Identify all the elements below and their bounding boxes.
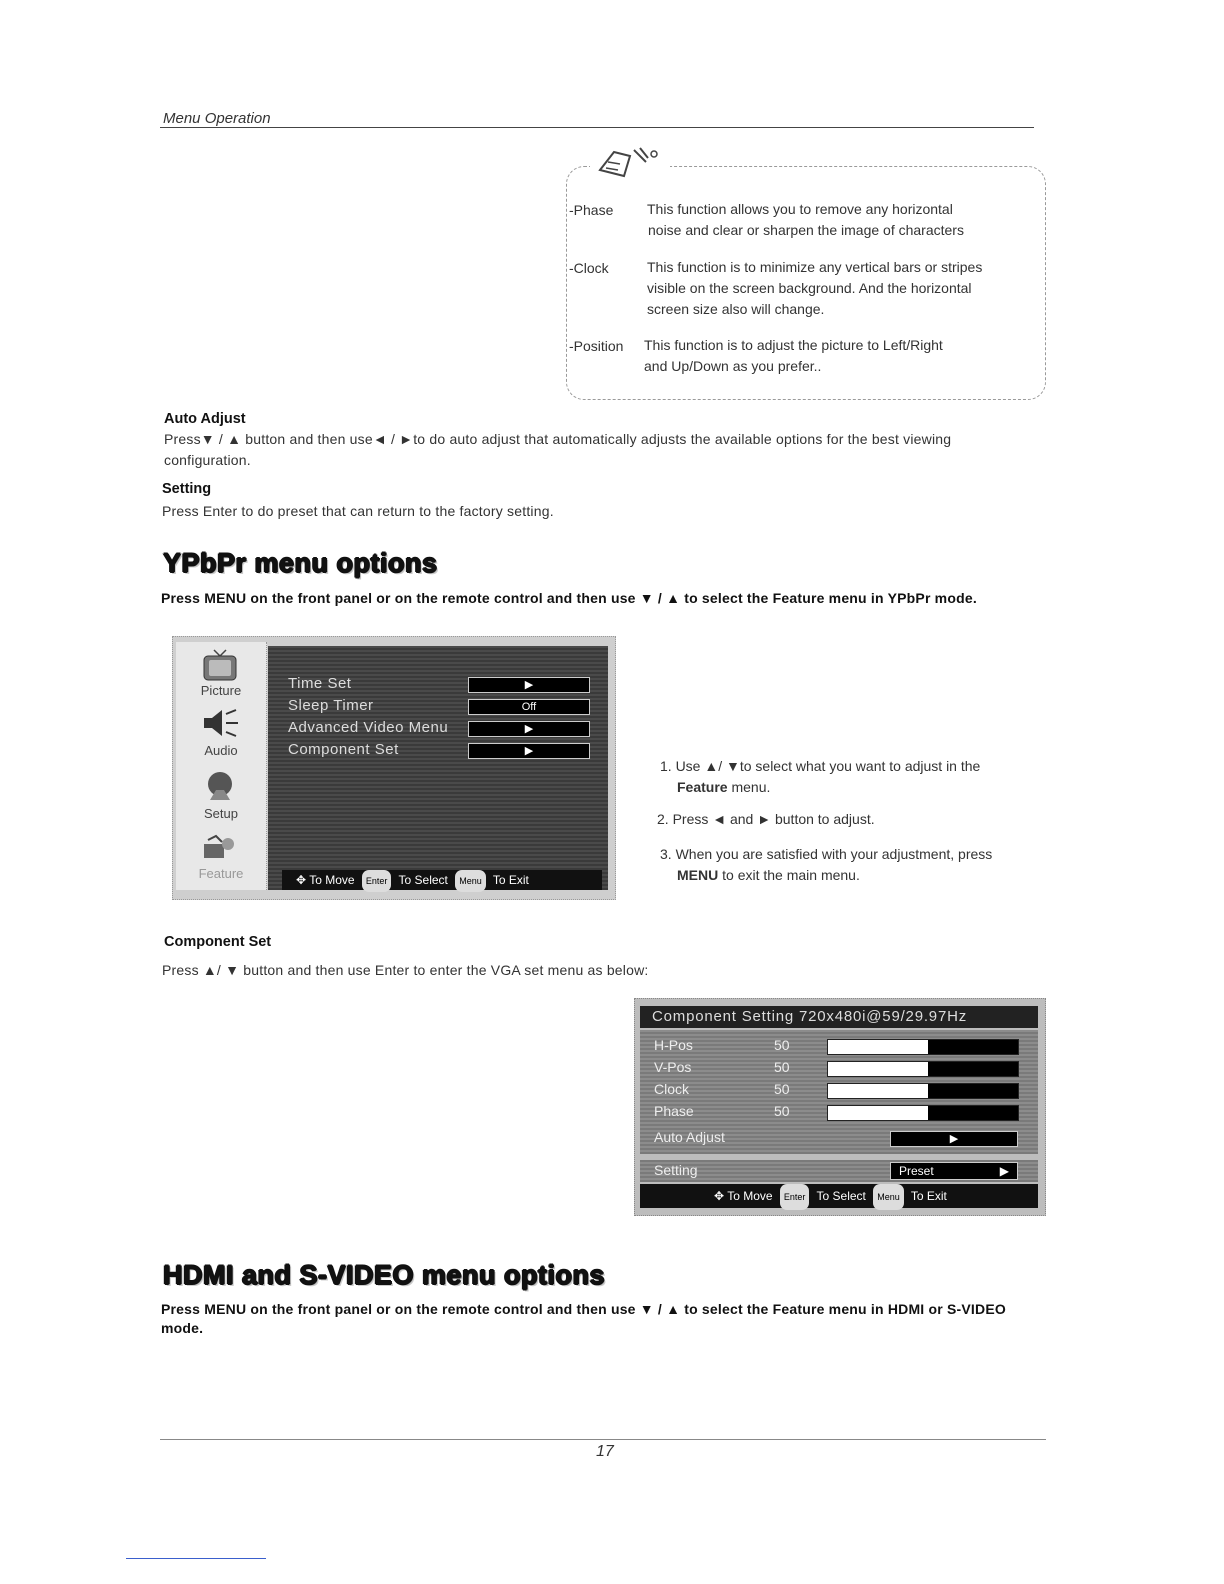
tv-icon [200,648,240,687]
osd-component-footer: ✥ To Move Enter To Select Menu To Exit [640,1184,1038,1208]
clock-slider[interactable] [827,1083,1019,1099]
h-pos-slider[interactable] [827,1039,1019,1055]
header-rule [160,127,1034,128]
osd-item-time-set-bar[interactable]: ▶ [468,677,590,693]
phase-slider[interactable] [827,1105,1019,1121]
row-label-setting[interactable]: Setting [654,1162,698,1178]
hdmi-instruction: Press MENU on the front panel or on the remote control and then use ▼ / ▲ to select the Feature menu in HDMI or S-VIDEO mode. [161,1301,1006,1336]
memo-note-icon [590,140,670,188]
page-number: 17 [596,1443,614,1460]
row-label-h-pos[interactable]: H-Pos [654,1037,693,1053]
enter-key-icon: Enter [362,870,392,892]
move-arrows-icon: ✥ [296,873,307,888]
component-set-heading: Component Set [164,934,272,950]
tip-desc-clock: This function is to minimize any vertical bars or stripes visible on the screen background. And the horizontal screen size also will change. [647,259,983,317]
tip-term-position: -Position [569,338,624,354]
setting-text: Press Enter to do preset that can return to the factory setting. [162,503,554,519]
auto-adjust-bar[interactable]: ▶ [890,1131,1018,1147]
header-title: Menu Operation [163,110,271,127]
right-arrow-icon: ▶ [999,1164,1009,1178]
row-label-auto-adjust[interactable]: Auto Adjust [654,1129,725,1145]
auto-adjust-heading: Auto Adjust [164,411,246,427]
row-value-v-pos: 50 [774,1059,790,1075]
row-label-clock[interactable]: Clock [654,1081,690,1097]
row-label-v-pos[interactable]: V-Pos [654,1059,692,1075]
osd-item-component-set[interactable]: Component Set [288,741,399,758]
tip-term-clock: -Clock [569,260,609,276]
osd-item-advanced-video-menu-bar[interactable]: ▶ [468,721,590,737]
speaker-icon [200,706,240,745]
osd-item-sleep-timer-bar[interactable]: Off [468,699,590,715]
ypbpr-instruction: Press MENU on the front panel or on the remote control and then use ▼ / ▲ to select the Feature menu in YPbPr mode. [161,590,977,606]
menu-key-icon: Menu [873,1184,904,1210]
v-pos-slider[interactable] [827,1061,1019,1077]
menu-key-icon: Menu [455,870,486,892]
side-label-feature[interactable]: Feature [198,866,244,881]
ypbpr-heading: YPbPr menu options [163,548,438,578]
osd-feature-footer: ✥ To Move Enter To Select Menu To Exit [282,870,602,890]
step-3: 3. When you are satisfied with your adjustment, press MENU to exit the main menu. [660,846,993,883]
step-2: 2. Press ◄ and ► button to adjust. [657,811,875,827]
move-arrows-icon: ✥ [714,1189,725,1204]
side-label-audio[interactable]: Audio [204,743,238,758]
hdmi-heading: HDMI and S-VIDEO menu options [163,1260,606,1290]
setup-satellite-icon [200,770,240,809]
preset-button[interactable]: Preset ▶ [890,1162,1018,1180]
row-value-phase: 50 [774,1103,790,1119]
side-label-picture[interactable]: Picture [200,683,242,698]
feature-icon [200,834,240,869]
corner-line [126,1558,266,1559]
footer-rule [160,1439,1046,1440]
row-label-phase[interactable]: Phase [654,1103,694,1119]
auto-adjust-text: Press▼ / ▲ button and then use◄ / ►to do auto adjust that automatically adjusts the available options for the best viewing configuration. [164,431,952,468]
osd-item-advanced-video-menu[interactable]: Advanced Video Menu [288,719,449,736]
row-value-clock: 50 [774,1081,790,1097]
tip-term-phase: -Phase [569,202,614,218]
component-set-text: Press ▲/ ▼ button and then use Enter to enter the VGA set menu as below: [162,962,649,978]
setting-heading: Setting [162,481,212,497]
osd-item-sleep-timer[interactable]: Sleep Timer [288,697,374,714]
enter-key-icon: Enter [780,1184,810,1210]
step-1: 1. Use ▲/ ▼to select what you want to adjust in the Feature menu. [660,758,981,795]
side-label-setup[interactable]: Setup [204,806,238,821]
tip-desc-position: This function is to adjust the picture to Left/Right and Up/Down as you prefer.. [644,337,943,374]
row-value-h-pos: 50 [774,1037,790,1053]
osd-component-title: Component Setting 720x480i@59/29.97Hz [640,1006,1038,1028]
osd-item-time-set[interactable]: Time Set [288,675,352,692]
osd-item-component-set-bar[interactable]: ▶ [468,743,590,759]
tip-desc-phase: This function allows you to remove any horizontal noise and clear or sharpen the image of characters [647,201,964,238]
